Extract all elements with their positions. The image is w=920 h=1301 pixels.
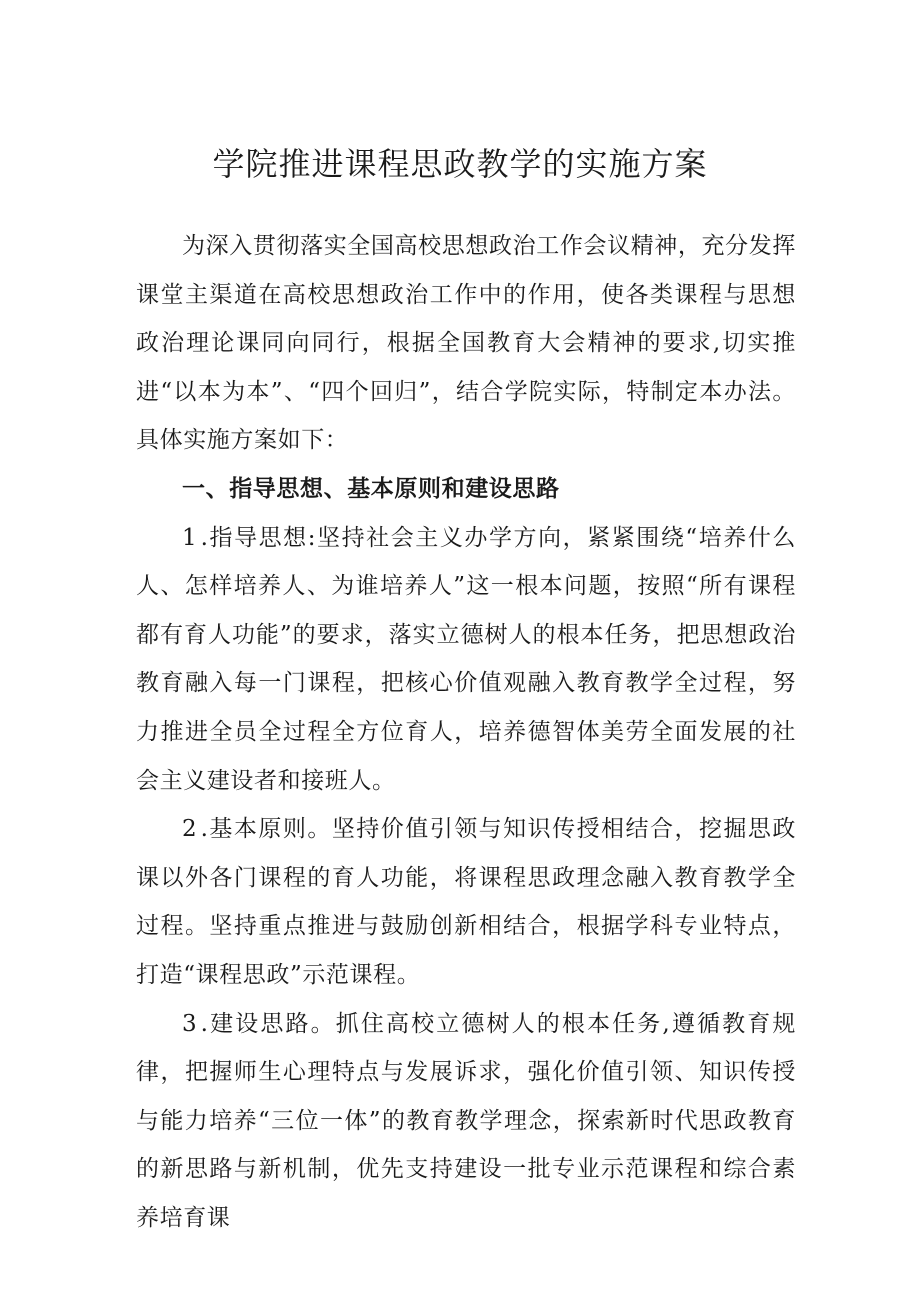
- section-heading: 一、指导思想、基本原则和建设思路: [182, 475, 560, 502]
- item-text: .指导思想:坚持社会主义办学方向，紧紧围绕“培养什么人、怎样培养人、为谁培养人”这一根本问题，按照“所有课程都有育人功能”的要求，落实立德树人的根本任务，把思想政治教育融入每一门课程，把核心价值观融入教育教学全过程，努力推进全员全过程全方位育人，培养德智体美劳全面发展的社会主义建设者和接班人。: [136, 524, 796, 794]
- item-number: 2: [182, 816, 201, 843]
- document-title: 学院推进课程思政教学的实施方案: [212, 145, 708, 183]
- item-number: 3: [182, 1010, 201, 1037]
- item-number: 1: [182, 524, 201, 551]
- intro-paragraph: 为深入贯彻落实全国高校思想政治工作会议精神，充分发挥课堂主渠道在高校思想政治工作中的作用，使各类课程与思想政治理论课同向同行，根据全国教育大会精神的要求,切实推进“以本为本”、“四个回归”，结合学院实际，特制定本办法。具体实施方案如下：: [136, 233, 796, 454]
- item-text: .基本原则。坚持价值引领与知识传授相结合，挖掘思政课以外各门课程的育人功能，将课程思政理念融入教育教学全过程。坚持重点推进与鼓励创新相结合，根据学科专业特点，打造“课程思政”示范课程。: [136, 816, 796, 988]
- item-paragraph-1: [136, 514, 796, 806]
- item-text: .建设思路。抓住高校立德树人的根本任务,遵循教育规律，把握师生心理特点与发展诉求，强化价值引领、知识传授与能力培养“三位一体”的教育教学理念，探索新时代思政教育的新思路与新机制，优先支持建设一批专业示范课程和综合素养培育课: [136, 1010, 796, 1231]
- document-body: [136, 222, 796, 1242]
- item-paragraph-3: [136, 1000, 796, 1243]
- item-paragraph-2: [136, 805, 796, 999]
